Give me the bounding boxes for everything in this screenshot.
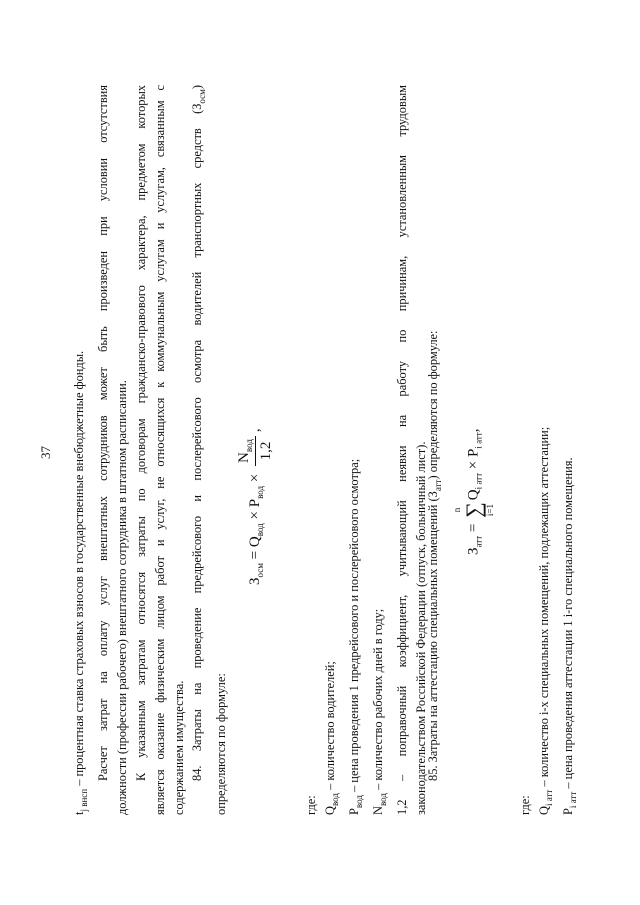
where-84 (302, 85, 431, 815)
where-85 (516, 85, 583, 815)
page-number: 37 (38, 446, 53, 459)
definition-text: – количество i-х специальных помещений, подлежащих аттестации; (537, 426, 551, 790)
formula-n: N (236, 452, 252, 463)
fraction-numerator (236, 436, 256, 466)
definition-line (535, 85, 559, 815)
formula-sub: вод (254, 523, 265, 537)
formula-eq: = (246, 547, 263, 564)
symbol: Q (323, 806, 337, 815)
formula-q: Q (246, 536, 263, 548)
symbol-sub: вод (330, 793, 340, 807)
definition-text: – цена проведения аттестации 1 i-го специального помещения. (561, 457, 575, 792)
paragraph-line (188, 85, 212, 815)
formula-sub: вод (244, 439, 254, 453)
sum-lower: i=1 (485, 504, 495, 517)
formula-p: P (246, 498, 263, 508)
where-label: где: (518, 795, 532, 815)
symbol: N (371, 806, 385, 815)
formula-85 (452, 429, 496, 556)
paragraph-84 (188, 85, 231, 815)
formula-lhs: З (246, 577, 263, 585)
formula-sub: осм (254, 563, 265, 578)
paragraph-line: является оказание физическим лицом работ и услуг, не относящихся к коммунальным услугам и услугам, связанным с (153, 85, 167, 815)
definition-line (369, 85, 393, 815)
paragraph-line (424, 85, 448, 815)
definition-line (70, 85, 94, 815)
definition-line: 1,2 – поправочный коэффициент, учитывающий неявки на работу по причинам, установленным трудовым (395, 85, 409, 815)
definition-line (321, 85, 345, 815)
symbol: P (561, 808, 575, 815)
symbol-sub: i атт (544, 789, 554, 807)
paragraph-line: содержанием имущества. (172, 680, 186, 815)
summation-sign (452, 502, 496, 518)
paragraph-line: К указанным затратам относятся затраты по договорам гражданско-правового характера, предметом которых (134, 85, 148, 781)
formula-sub: вод (254, 485, 265, 499)
definition-line: законодательством Российской Федерации (отпуск, больничный лист). (414, 441, 428, 815)
formula-times: × (246, 469, 263, 486)
sum-symbol: ∑ (461, 502, 486, 518)
definition-text: – процентная ставка страховых взносов в государственные внебюджетные фонды. (72, 350, 86, 789)
symbol-sub: вод (354, 795, 364, 809)
definition-text: – количество рабочих дней в году; (371, 608, 385, 794)
fraction-denominator: 1,2 (258, 441, 274, 461)
symbol-t: t (72, 811, 86, 815)
symbol-sub: i атт (568, 791, 578, 809)
symbol: P (347, 808, 361, 815)
formula-times: × (465, 456, 482, 473)
formula-84 (236, 428, 275, 585)
formula-q: Q (465, 489, 482, 501)
formula-p: P (465, 448, 482, 457)
symbol-sub: осм (197, 89, 207, 104)
paragraph-line: должности (профессии рабочего) внештатного сотрудника в штатном расписании. (115, 380, 129, 815)
formula-end: , (246, 428, 263, 433)
paragraph-85 (424, 85, 448, 815)
symbol-sub: j внсп (79, 788, 89, 812)
paragraph-line: определяются по формуле: (214, 673, 228, 815)
intro-block (70, 85, 189, 815)
definition-text: – количество водителей; (323, 661, 337, 794)
paragraph-text: 84. Затраты на проведение предрейсового и послерейсового осмотра водителей транспортных средств (З (190, 103, 204, 781)
definition-line (345, 85, 369, 815)
paragraph-text: ) определяются по формуле: (426, 330, 440, 480)
where-label: где: (304, 795, 318, 815)
paragraph-text: ) (190, 85, 204, 90)
symbol-sub: атт (433, 479, 443, 492)
paragraph-text: 85. Затраты на аттестацию специальных помещений (З (426, 491, 440, 781)
formula-times: × (246, 507, 263, 524)
definition-text: – цена проведения 1 предрейсового и послерейсового осмотра; (347, 458, 361, 796)
symbol-sub: вод (378, 793, 388, 807)
formula-lhs: З (465, 547, 482, 555)
formula-sub: атт (473, 535, 484, 548)
formula-sub: i атт (473, 472, 484, 490)
definition-line (559, 85, 583, 815)
formula-eq: = (465, 519, 482, 536)
formula-end: , (465, 428, 482, 433)
formula-sub: i атт (473, 432, 484, 449)
formula-fraction (236, 436, 275, 466)
sum-upper: n (452, 507, 462, 513)
symbol: Q (537, 806, 551, 815)
paragraph-line: Расчет затрат на оплату услуг внештатных сотрудников может быть произведен при условии отсутствия (96, 85, 110, 781)
